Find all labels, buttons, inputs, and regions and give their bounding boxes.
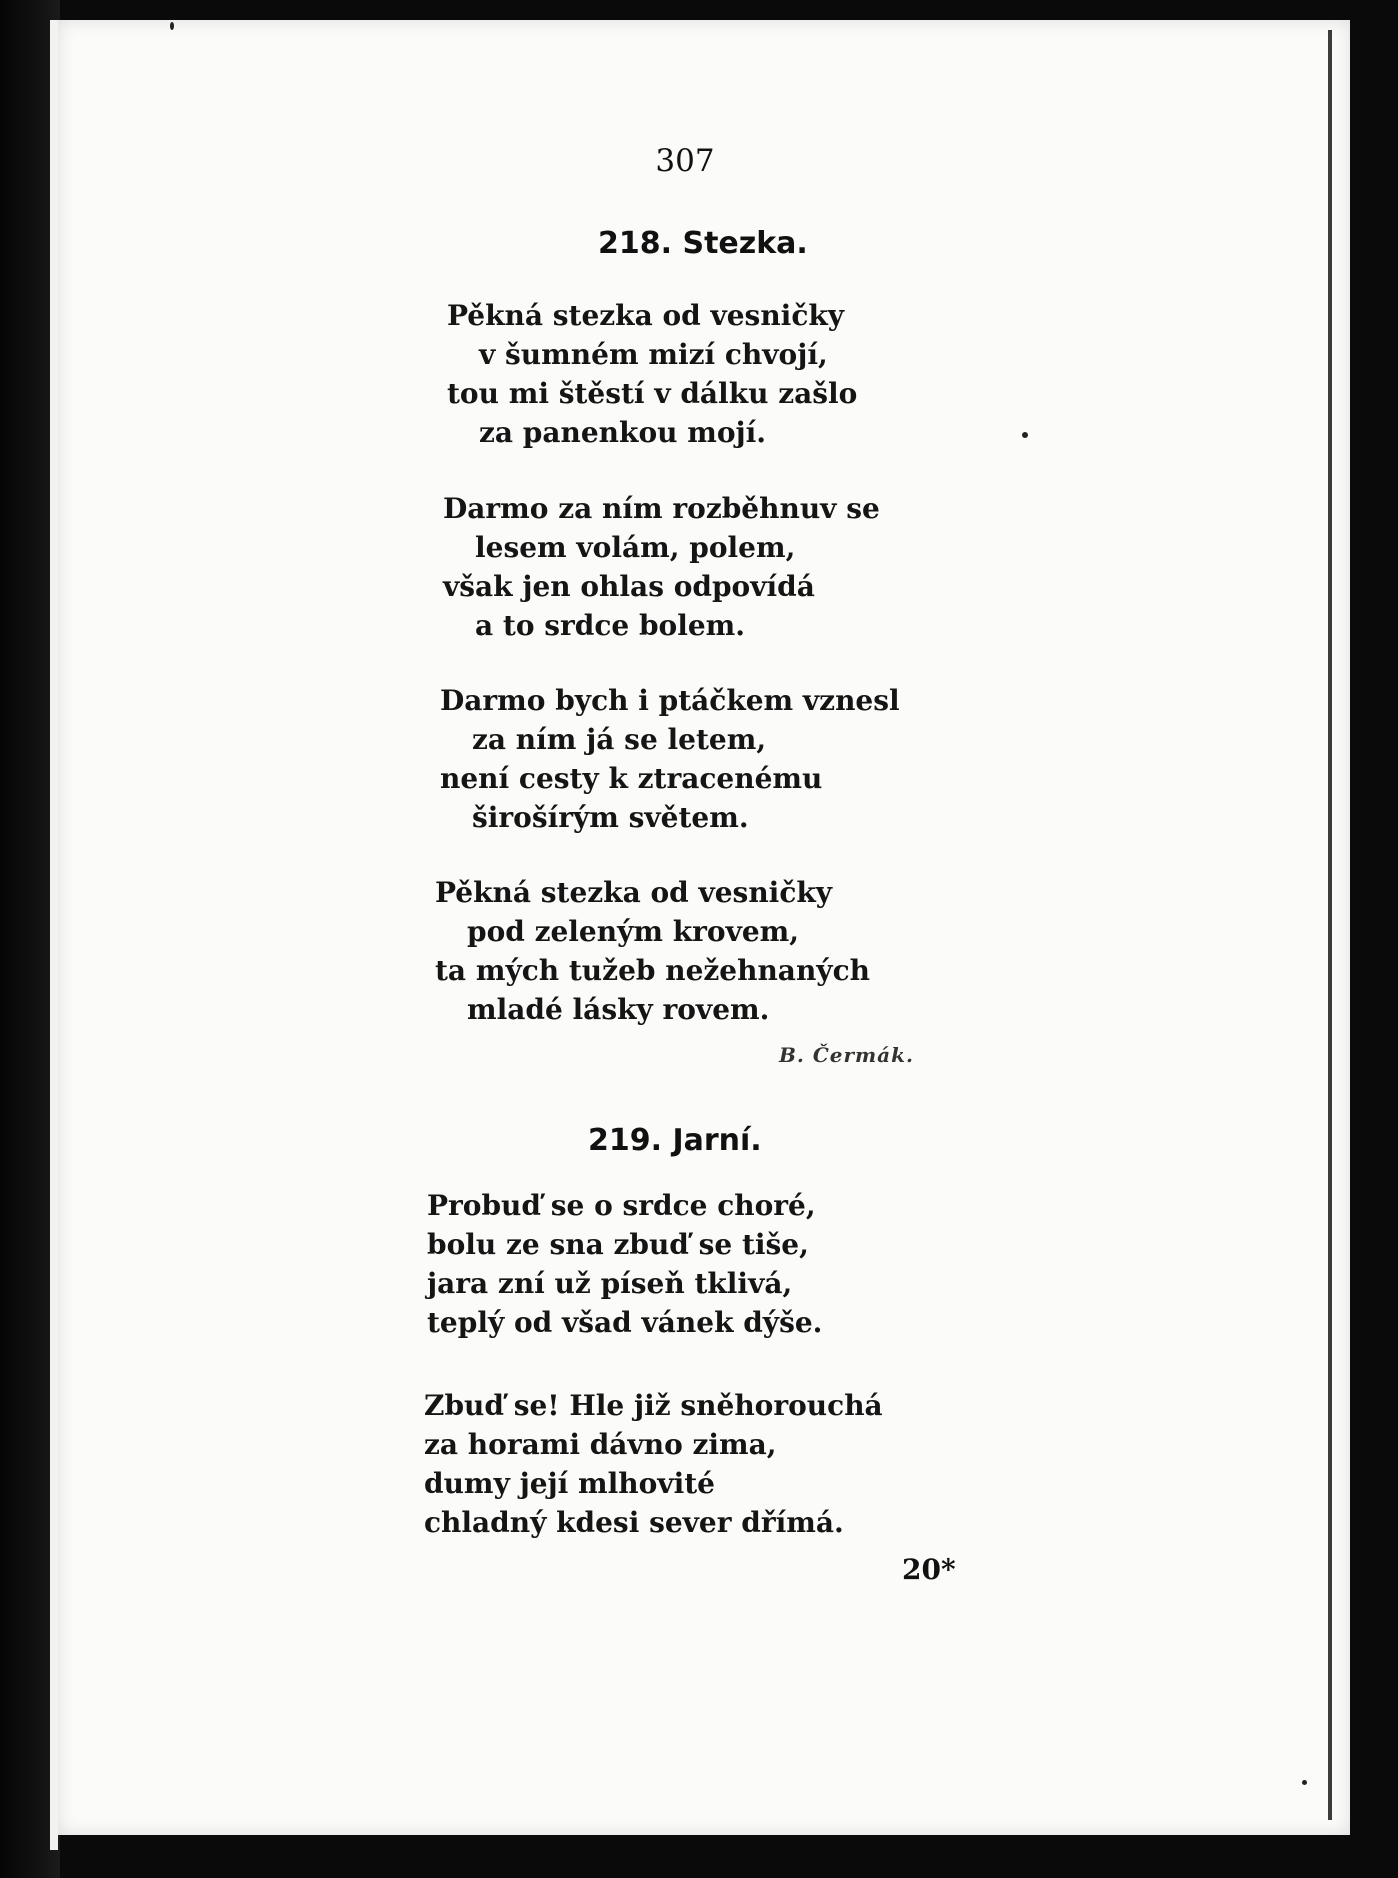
scan-speck [170,22,174,30]
verse-line: není cesty k ztracenému [440,762,823,795]
poem-218-stanza-4 [435,873,870,1029]
poem-author: B. Čermák. [779,1043,914,1067]
poem-218-stanza-3 [440,681,900,837]
verse-line: teplý od všad vánek dýše. [427,1306,823,1339]
scan-speck [1302,1780,1307,1785]
verse-line: za ním já se letem, [472,723,767,756]
verse-line: pod zeleným krovem, [467,915,800,948]
page-edge [50,20,58,1850]
poem-219-stanza-1 [427,1186,822,1342]
scan-speck [1022,432,1028,438]
verse-line: v šumném mizí chvojí, [479,338,828,371]
verse-line: za horami dávno zima, [424,1428,777,1461]
verse-line: lesem volám, polem, [475,531,796,564]
verse-line: Pěkná stezka od vesničky [447,299,845,332]
verse-line: chladný kdesi sever dřímá. [424,1506,844,1539]
verse-line: Pěkná stezka od vesničky [435,876,833,909]
verse-line: Zbuď se! Hle již sněhorouchá [424,1389,883,1422]
page-number: 307 [655,143,715,179]
poem-218-stanza-1 [447,296,857,452]
verse-line: jara zní už píseň tklivá, [427,1267,793,1300]
verse-line: Darmo bych i ptáčkem vznesl [440,684,900,717]
poem-title-219: 219. Jarní. [588,1123,762,1158]
verse-line: za panenkou mojí. [479,416,767,449]
verse-line: a to srdce bolem. [475,609,746,642]
verse-line: širošírým světem. [472,801,749,834]
poem-219-stanza-2 [424,1386,883,1542]
page-right-border [1328,30,1332,1820]
poem-title-218: 218. Stezka. [598,226,808,261]
verse-line: Probuď se o srdce choré, [427,1189,816,1222]
verse-line: mladé lásky rovem. [467,993,770,1026]
verse-line: bolu ze sna zbuď se tiše, [427,1228,809,1261]
verse-line: dumy její mlhovité [424,1467,715,1500]
signature-mark: 20* [902,1553,956,1586]
verse-line: tou mi štěstí v dálku zašlo [447,377,858,410]
verse-line: Darmo za ním rozběhnuv se [443,492,880,525]
poem-218-stanza-2 [443,489,880,645]
verse-line: ta mých tužeb nežehnaných [435,954,870,987]
verse-line: však jen ohlas odpovídá [443,570,815,603]
